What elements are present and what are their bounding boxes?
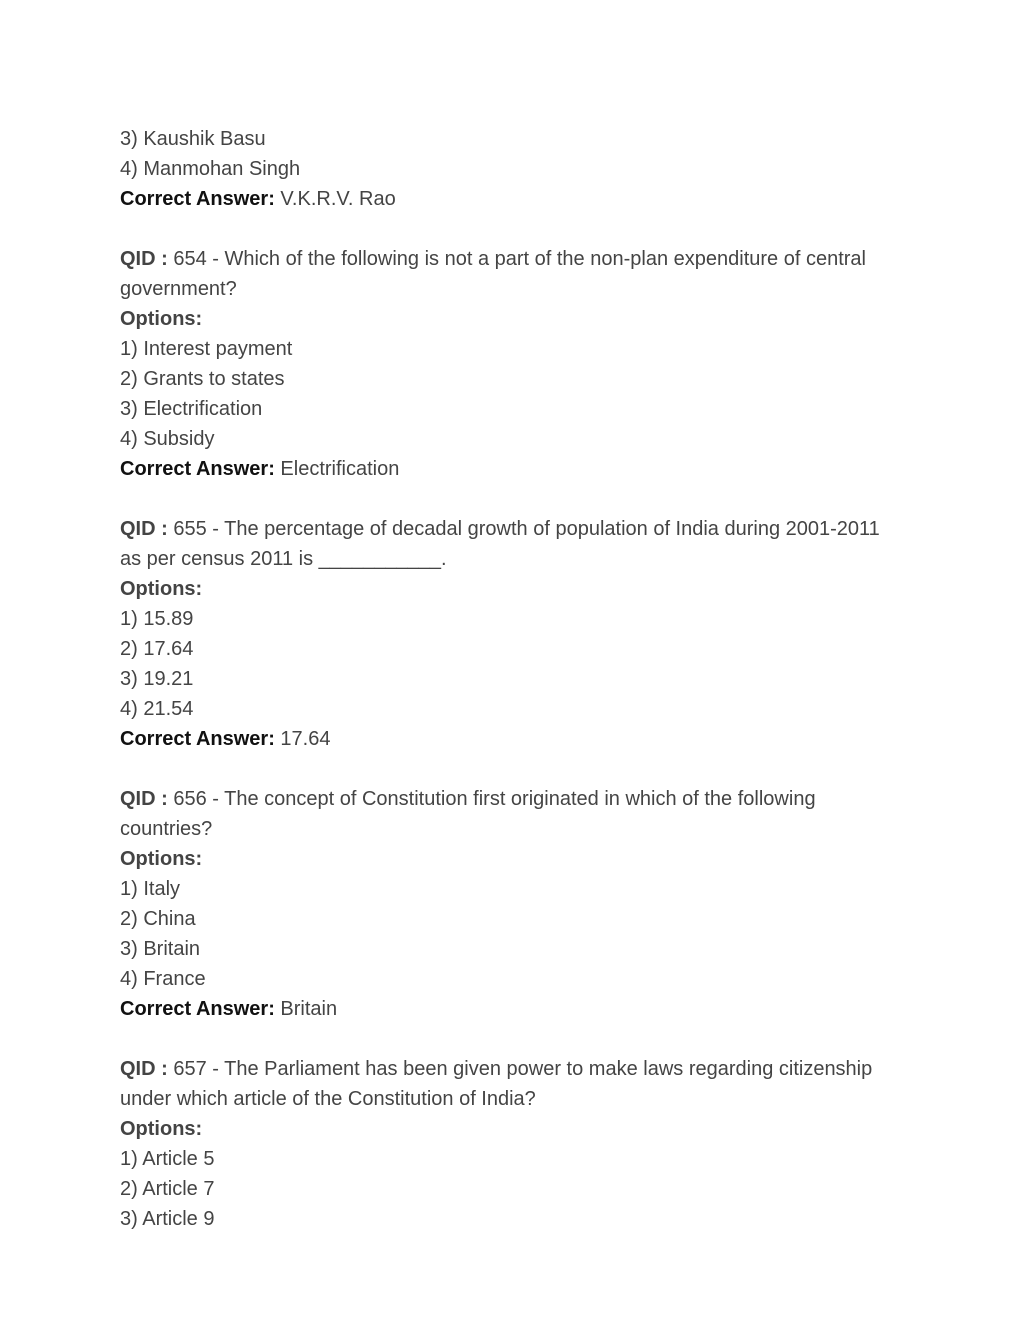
correct-answer-value: V.K.R.V. Rao: [280, 188, 396, 210]
option-item: 3) Article 9: [120, 1208, 215, 1230]
question-block-prev: [120, 124, 900, 214]
option-item: 2) 17.64: [120, 638, 194, 660]
option-item: 4) France: [120, 968, 206, 990]
qid-label: QID :: [120, 518, 168, 540]
question-block-655: [120, 514, 900, 754]
correct-answer-value: Britain: [280, 998, 338, 1020]
question-block-657: [120, 1054, 900, 1234]
correct-answer-label: Correct Answer:: [120, 728, 275, 750]
option-item: 4) Manmohan Singh: [120, 158, 301, 180]
question-block-656: [120, 784, 900, 1024]
option-item: 2) Article 7: [120, 1178, 215, 1200]
qid-label: QID :: [120, 1058, 168, 1080]
correct-answer-value: 17.64: [280, 728, 331, 750]
correct-answer-line: [120, 994, 900, 1024]
correct-answer-label: Correct Answer:: [120, 188, 275, 210]
correct-answer-label: Correct Answer:: [120, 998, 275, 1020]
document-page: [120, 124, 900, 1234]
question-body: 655 - The percentage of decadal growth of population of India during 2001-2011 as per census 2011 is ___________.: [120, 518, 880, 570]
option-item: 4) Subsidy: [120, 428, 215, 450]
option-item: 3) Britain: [120, 938, 201, 960]
question-text: [120, 784, 900, 844]
option-item: 2) China: [120, 908, 196, 930]
option-item: 2) Grants to states: [120, 368, 285, 390]
option-item: 3) Kaushik Basu: [120, 128, 266, 150]
option-item: 1) Article 5: [120, 1148, 215, 1170]
options-label: Options:: [120, 848, 203, 870]
options-label: Options:: [120, 1118, 203, 1140]
question-text: [120, 1054, 900, 1114]
option-item: 1) Italy: [120, 878, 181, 900]
qid-label: QID :: [120, 248, 168, 270]
qid-label: QID :: [120, 788, 168, 810]
option-item: 1) Interest payment: [120, 338, 293, 360]
question-block-654: [120, 244, 900, 484]
option-item: 3) Electrification: [120, 398, 263, 420]
correct-answer-line: [120, 724, 900, 754]
options-label: Options:: [120, 578, 203, 600]
option-item: 4) 21.54: [120, 698, 194, 720]
question-body: 654 - Which of the following is not a part of the non-plan expenditure of central government?: [120, 248, 866, 300]
question-text: [120, 514, 900, 574]
question-body: 656 - The concept of Constitution first originated in which of the following countries?: [120, 788, 816, 840]
question-body: 657 - The Parliament has been given power to make laws regarding citizenship under which article of the Constitution of India?: [120, 1058, 873, 1110]
correct-answer-line: [120, 184, 900, 214]
options-label: Options:: [120, 308, 203, 330]
option-item: 3) 19.21: [120, 668, 194, 690]
correct-answer-line: [120, 454, 900, 484]
correct-answer-label: Correct Answer:: [120, 458, 275, 480]
option-item: 1) 15.89: [120, 608, 194, 630]
question-text: [120, 244, 900, 304]
correct-answer-value: Electrification: [280, 458, 400, 480]
